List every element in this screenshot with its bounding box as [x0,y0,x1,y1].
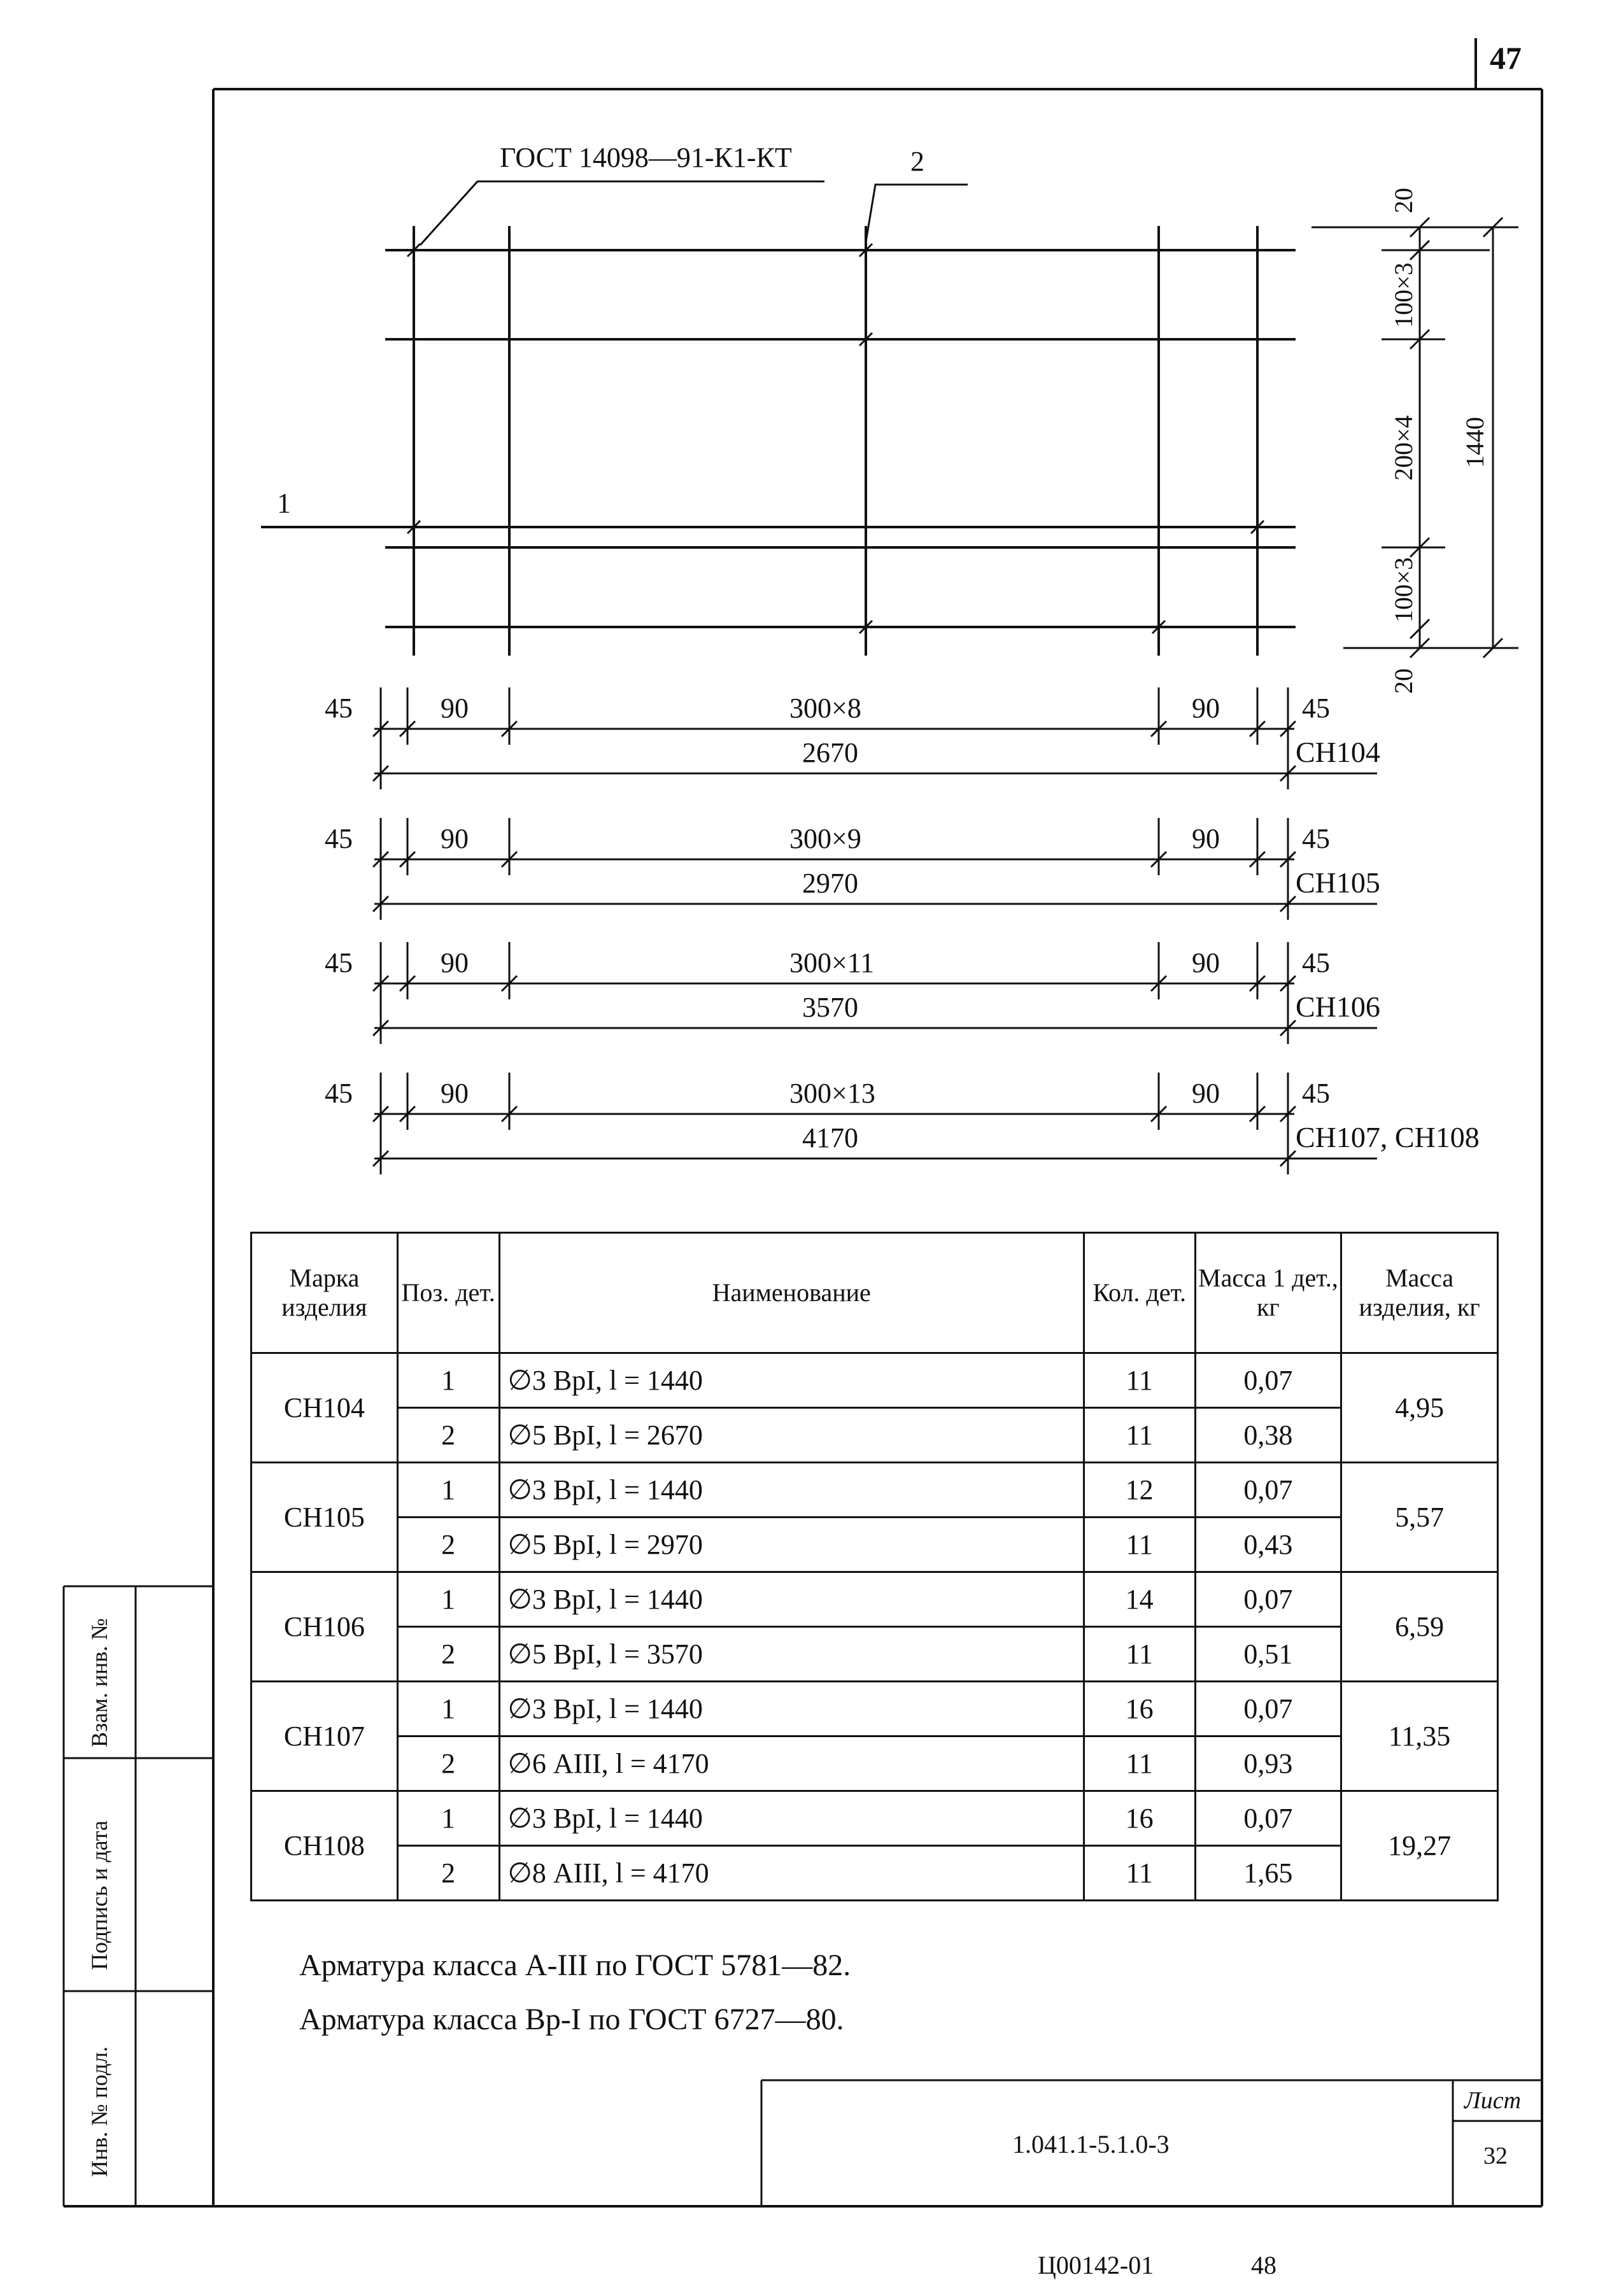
cell-name: ∅5 ВрI, l = 2970 [499,1518,1084,1572]
specification-table [250,1232,1499,1901]
cell-qty: 16 [1084,1791,1195,1846]
dim-left-step: 90 [441,1078,469,1109]
table-row [251,1408,1498,1463]
cell-qty: 16 [1084,1682,1195,1736]
table-body [251,1353,1498,1901]
footer-page: 48 [1251,2251,1276,2279]
dim-total-length: 2670 [802,737,858,768]
cell-pos: 1 [397,1353,499,1408]
dim-left-end: 45 [325,823,353,854]
cell-name: ∅3 ВрI, l = 1440 [499,1682,1084,1736]
dim-top-offset: 20 [1389,188,1418,213]
position-2-label: 2 [910,146,924,177]
dim-right-step: 90 [1192,947,1220,978]
cell-name: ∅6 АIII, l = 4170 [499,1736,1084,1791]
cell-mass-item: 6,59 [1341,1572,1498,1682]
cell-mass-item: 19,27 [1341,1791,1498,1901]
cell-qty: 12 [1084,1463,1195,1518]
mesh-vertical-bars [414,226,1257,656]
cell-mass-part: 0,07 [1195,1463,1341,1518]
dim-right-end: 45 [1302,1078,1330,1109]
cell-pos: 1 [397,1682,499,1736]
mesh-horizontal-bars [261,250,1296,627]
cell-pos: 2 [397,1408,499,1463]
header-qty: Кол. дет. [1084,1233,1195,1353]
dim-top-spacing: 100×3 [1389,262,1418,328]
dim-left-step: 90 [441,947,469,978]
cell-name: ∅3 ВрI, l = 1440 [499,1791,1084,1846]
cell-qty: 11 [1084,1846,1195,1901]
horizontal-dimension-rows [325,687,1480,1174]
product-marks-label: СН107, СН108 [1296,1121,1480,1153]
cell-pos: 1 [397,1572,499,1627]
cell-mass-part: 1,65 [1195,1846,1341,1901]
dim-left-end: 45 [325,693,353,724]
cell-pos: 1 [397,1463,499,1518]
table-row [251,1682,1498,1736]
cell-name: ∅8 АIII, l = 4170 [499,1846,1084,1901]
header-mass-item: Масса изделия, кг [1341,1233,1498,1353]
product-marks-label: СН104 [1296,736,1380,768]
dim-left-step: 90 [441,693,469,724]
cell-mass-part: 0,07 [1195,1682,1341,1736]
sheet-label: Лист [1464,2087,1522,2114]
cell-mark: СН106 [251,1572,398,1682]
cell-name: ∅3 ВрI, l = 1440 [499,1572,1084,1627]
product-marks-label: СН106 [1296,990,1380,1023]
cell-mass-part: 0,43 [1195,1518,1341,1572]
table-row [251,1846,1498,1901]
dim-bottom-offset: 20 [1389,668,1418,694]
stamp-inv-original: Инв. № подл. [87,2046,112,2177]
table-row [251,1736,1498,1791]
stamp-inv-replace: Взам. инв. № [87,1618,112,1747]
cell-qty: 11 [1084,1353,1195,1408]
table-header-row [251,1233,1498,1353]
dim-left-end: 45 [325,1078,353,1109]
position-1-label: 1 [277,488,291,519]
dim-right-end: 45 [1302,947,1330,978]
cell-qty: 11 [1084,1627,1195,1682]
dim-right-end: 45 [1302,823,1330,854]
table-row [251,1518,1498,1572]
header-name: Наименование [499,1233,1084,1353]
dim-middle-spacing: 200×4 [1389,415,1418,481]
cell-pos: 2 [397,1736,499,1791]
cell-mark: СН107 [251,1682,398,1791]
cell-name: ∅3 ВрI, l = 1440 [499,1353,1084,1408]
callout-leaders [261,181,968,527]
dim-left-step: 90 [441,823,469,854]
archive-code: Ц00142-01 [1038,2251,1154,2279]
table-row [251,1791,1498,1846]
cell-pos: 2 [397,1846,499,1901]
table-row [251,1627,1498,1682]
cell-qty: 11 [1084,1408,1195,1463]
dim-right-step: 90 [1192,1078,1220,1109]
cell-mass-part: 0,07 [1195,1353,1341,1408]
dim-right-step: 90 [1192,823,1220,854]
cell-qty: 11 [1084,1518,1195,1572]
header-mass-part: Масса 1 дет., кг [1195,1233,1341,1353]
vertical-dimension-labels [1389,188,1489,694]
cell-mark: СН108 [251,1791,398,1901]
cell-name: ∅3 ВрI, l = 1440 [499,1463,1084,1518]
dim-spacing: 300×11 [789,947,875,978]
dim-right-end: 45 [1302,693,1330,724]
cell-pos: 1 [397,1791,499,1846]
dim-spacing: 300×9 [789,823,861,854]
cell-mass-part: 0,07 [1195,1791,1341,1846]
dim-total-length: 4170 [802,1122,858,1153]
cell-name: ∅5 ВрI, l = 2670 [499,1408,1084,1463]
gost-callout-label: ГОСТ 14098—91-К1-КТ [500,142,792,173]
weld-marks [407,244,1264,633]
dim-bottom-spacing: 100×3 [1389,557,1418,623]
sheet-number: 32 [1483,2143,1508,2169]
cell-mass-item: 11,35 [1341,1682,1498,1791]
cell-qty: 11 [1084,1736,1195,1791]
header-mark: Марка изделия [251,1233,398,1353]
dim-left-end: 45 [325,947,353,978]
dim-spacing: 300×13 [789,1078,875,1109]
page-number: 47 [1490,40,1522,76]
dim-total-length: 2970 [802,868,858,899]
document-code: 1.041.1-5.1.0-3 [1012,2130,1170,2159]
table-row [251,1463,1498,1518]
cell-pos: 2 [397,1518,499,1572]
dim-spacing: 300×8 [789,693,861,724]
cell-mark: СН105 [251,1463,398,1572]
cell-mass-part: 0,93 [1195,1736,1341,1791]
cell-mass-part: 0,07 [1195,1572,1341,1627]
dim-total-height: 1440 [1460,417,1489,468]
header-pos: Поз. дет. [397,1233,499,1353]
table-row [251,1572,1498,1627]
cell-mark: СН104 [251,1353,398,1463]
dim-total-length: 3570 [802,992,858,1023]
cell-mass-part: 0,38 [1195,1408,1341,1463]
cell-mass-item: 5,57 [1341,1463,1498,1572]
cell-name: ∅5 ВрI, l = 3570 [499,1627,1084,1682]
cell-mass-item: 4,95 [1341,1353,1498,1463]
table-row [251,1353,1498,1408]
product-marks-label: СН105 [1296,866,1380,899]
dim-right-step: 90 [1192,693,1220,724]
stamp-signature-date: Подпись и дата [87,1821,112,1970]
cell-pos: 2 [397,1627,499,1682]
note-bp1: Арматура класса Вр-I по ГОСТ 6727—80. [299,2003,844,2036]
cell-qty: 14 [1084,1572,1195,1627]
cell-mass-part: 0,51 [1195,1627,1341,1682]
note-a3: Арматура класса А-III по ГОСТ 5781—82. [299,1948,851,1982]
